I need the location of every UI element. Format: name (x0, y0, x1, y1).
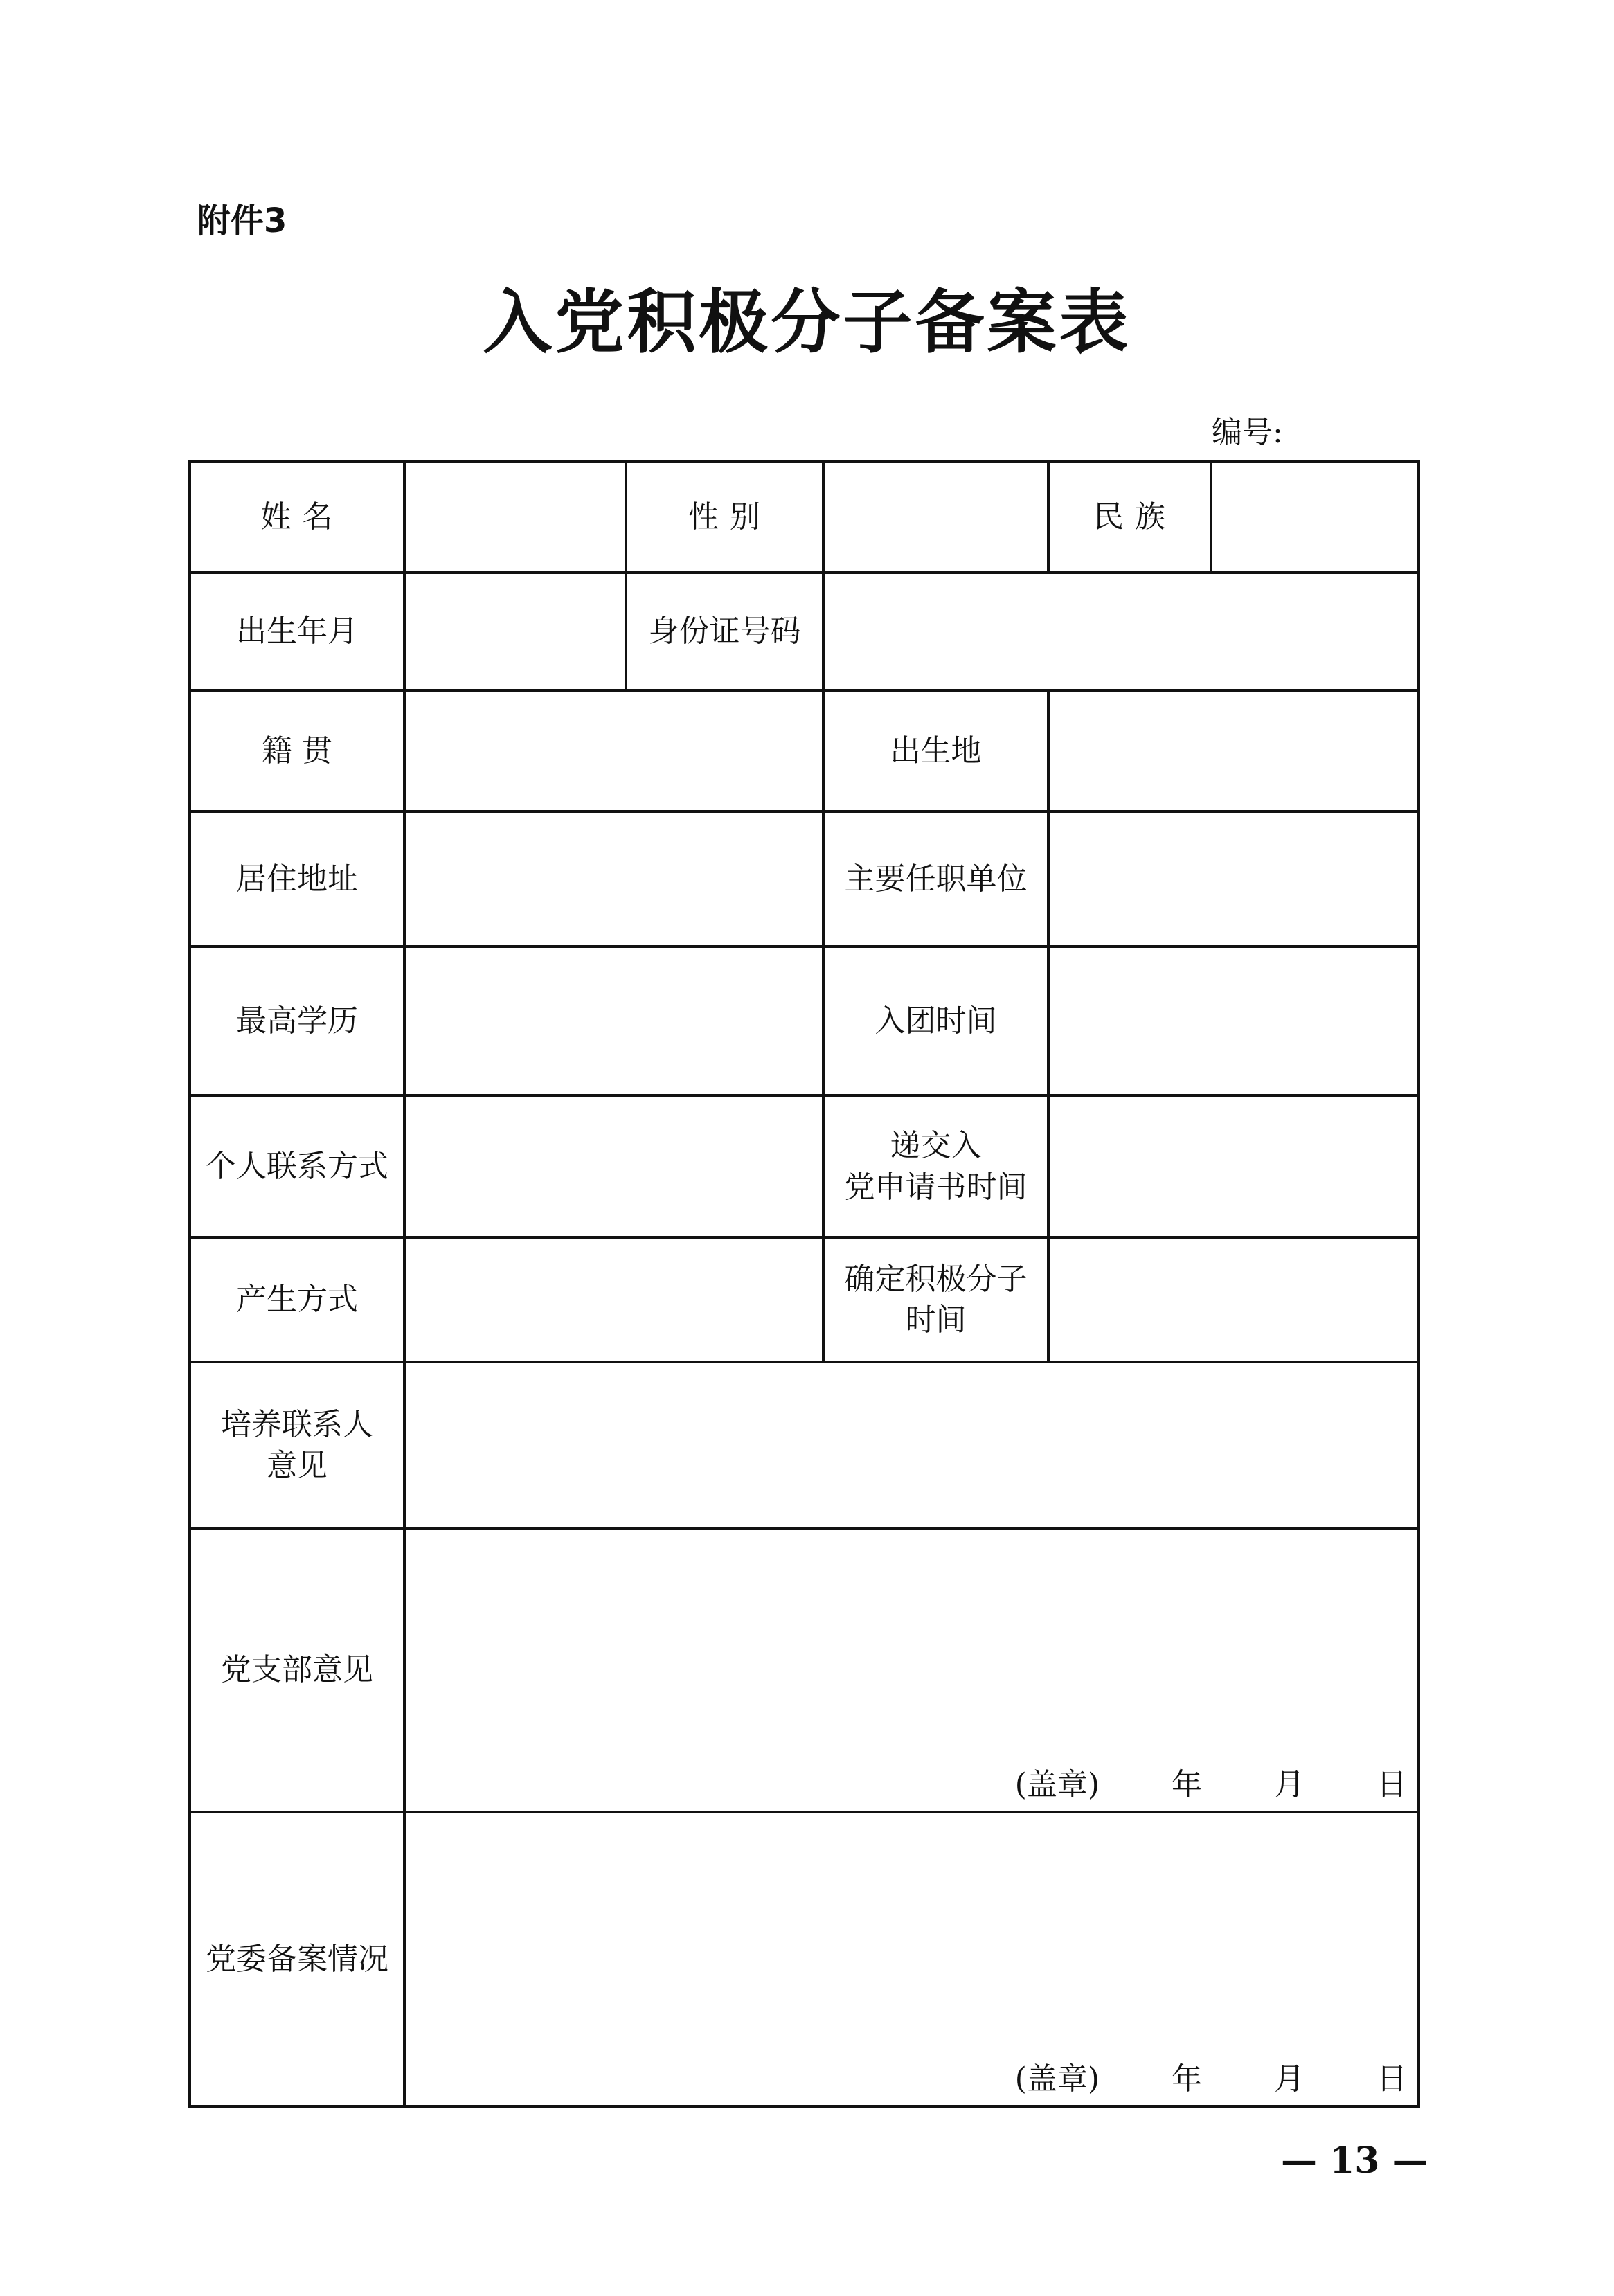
address-label: 居住地址 (190, 811, 404, 947)
day-text: 日 (1377, 1766, 1407, 1802)
mentor-opinion-label (190, 1362, 404, 1528)
activist-time-field[interactable] (1048, 1237, 1419, 1362)
activist-label-line1: 确定积极分子 (844, 1261, 1028, 1297)
page-number: — 13 — (1281, 2140, 1428, 2182)
table-row (190, 573, 1419, 690)
birthplace-field[interactable] (1048, 690, 1419, 811)
application-time-field[interactable] (1048, 1095, 1419, 1237)
gender-label (626, 462, 823, 573)
seal-text: (盖章) (1014, 2061, 1100, 2097)
registration-form-table (188, 460, 1420, 2108)
league-join-label: 入团时间 (823, 947, 1048, 1095)
attachment-label: 附件3 (197, 201, 287, 240)
mentor-opinion-field[interactable] (404, 1362, 1419, 1528)
ethnicity-label-text: 民 族 (1093, 499, 1166, 535)
table-row (190, 811, 1419, 947)
league-join-field[interactable] (1048, 947, 1419, 1095)
method-field[interactable] (404, 1237, 823, 1362)
gender-label-text: 性 别 (688, 499, 761, 535)
form-title: 入党积极分子备案表 (483, 281, 1131, 363)
branch-opinion-field[interactable] (404, 1528, 1419, 1812)
education-label: 最高学历 (190, 947, 404, 1095)
branch-opinion-label: 党支部意见 (190, 1528, 404, 1812)
number-label: 编号: (1212, 415, 1283, 450)
application-time-label (823, 1095, 1048, 1237)
month-text: 月 (1274, 1766, 1304, 1802)
committee-record-field[interactable] (404, 1812, 1419, 2106)
table-row (190, 462, 1419, 573)
contact-field[interactable] (404, 1095, 823, 1237)
education-field[interactable] (404, 947, 823, 1095)
gender-field[interactable] (823, 462, 1048, 573)
birth-date-field[interactable] (404, 573, 626, 690)
seal-text: (盖章) (1014, 1766, 1100, 1802)
table-row (190, 1362, 1419, 1528)
id-number-field[interactable] (823, 573, 1419, 690)
native-place-field[interactable] (404, 690, 823, 811)
month-text: 月 (1274, 2061, 1304, 2097)
birthplace-label: 出生地 (823, 690, 1048, 811)
activist-label-line2: 时间 (905, 1302, 967, 1338)
activist-time-label (823, 1237, 1048, 1362)
employer-label: 主要任职单位 (823, 811, 1048, 947)
year-text: 年 (1172, 1766, 1202, 1802)
table-row (190, 1237, 1419, 1362)
name-field[interactable] (404, 462, 626, 573)
contact-label: 个人联系方式 (190, 1095, 404, 1237)
mentor-label-line2: 意见 (267, 1448, 328, 1483)
table-row (190, 1095, 1419, 1237)
table-row (190, 1528, 1419, 1812)
application-label-line1: 递交入 (890, 1128, 982, 1164)
ethnicity-field[interactable] (1211, 462, 1419, 573)
name-label-text: 姓 名 (260, 499, 334, 535)
id-number-label: 身份证号码 (626, 573, 823, 690)
table-row (190, 1812, 1419, 2106)
application-label-line2: 党申请书时间 (844, 1169, 1028, 1205)
committee-record-label: 党委备案情况 (190, 1812, 404, 2106)
native-place-label: 籍 贯 (190, 690, 404, 811)
table-row (190, 690, 1419, 811)
method-label: 产生方式 (190, 1237, 404, 1362)
committee-stamp-line (1015, 2059, 1407, 2099)
day-text: 日 (1377, 2061, 1407, 2097)
year-text: 年 (1172, 2061, 1202, 2097)
birth-date-label: 出生年月 (190, 573, 404, 690)
ethnicity-label (1048, 462, 1211, 573)
branch-stamp-line (1015, 1764, 1407, 1805)
address-field[interactable] (404, 811, 823, 947)
mentor-label-line1: 培养联系人 (221, 1406, 373, 1442)
table-row (190, 947, 1419, 1095)
employer-field[interactable] (1048, 811, 1419, 947)
name-label (190, 462, 404, 573)
